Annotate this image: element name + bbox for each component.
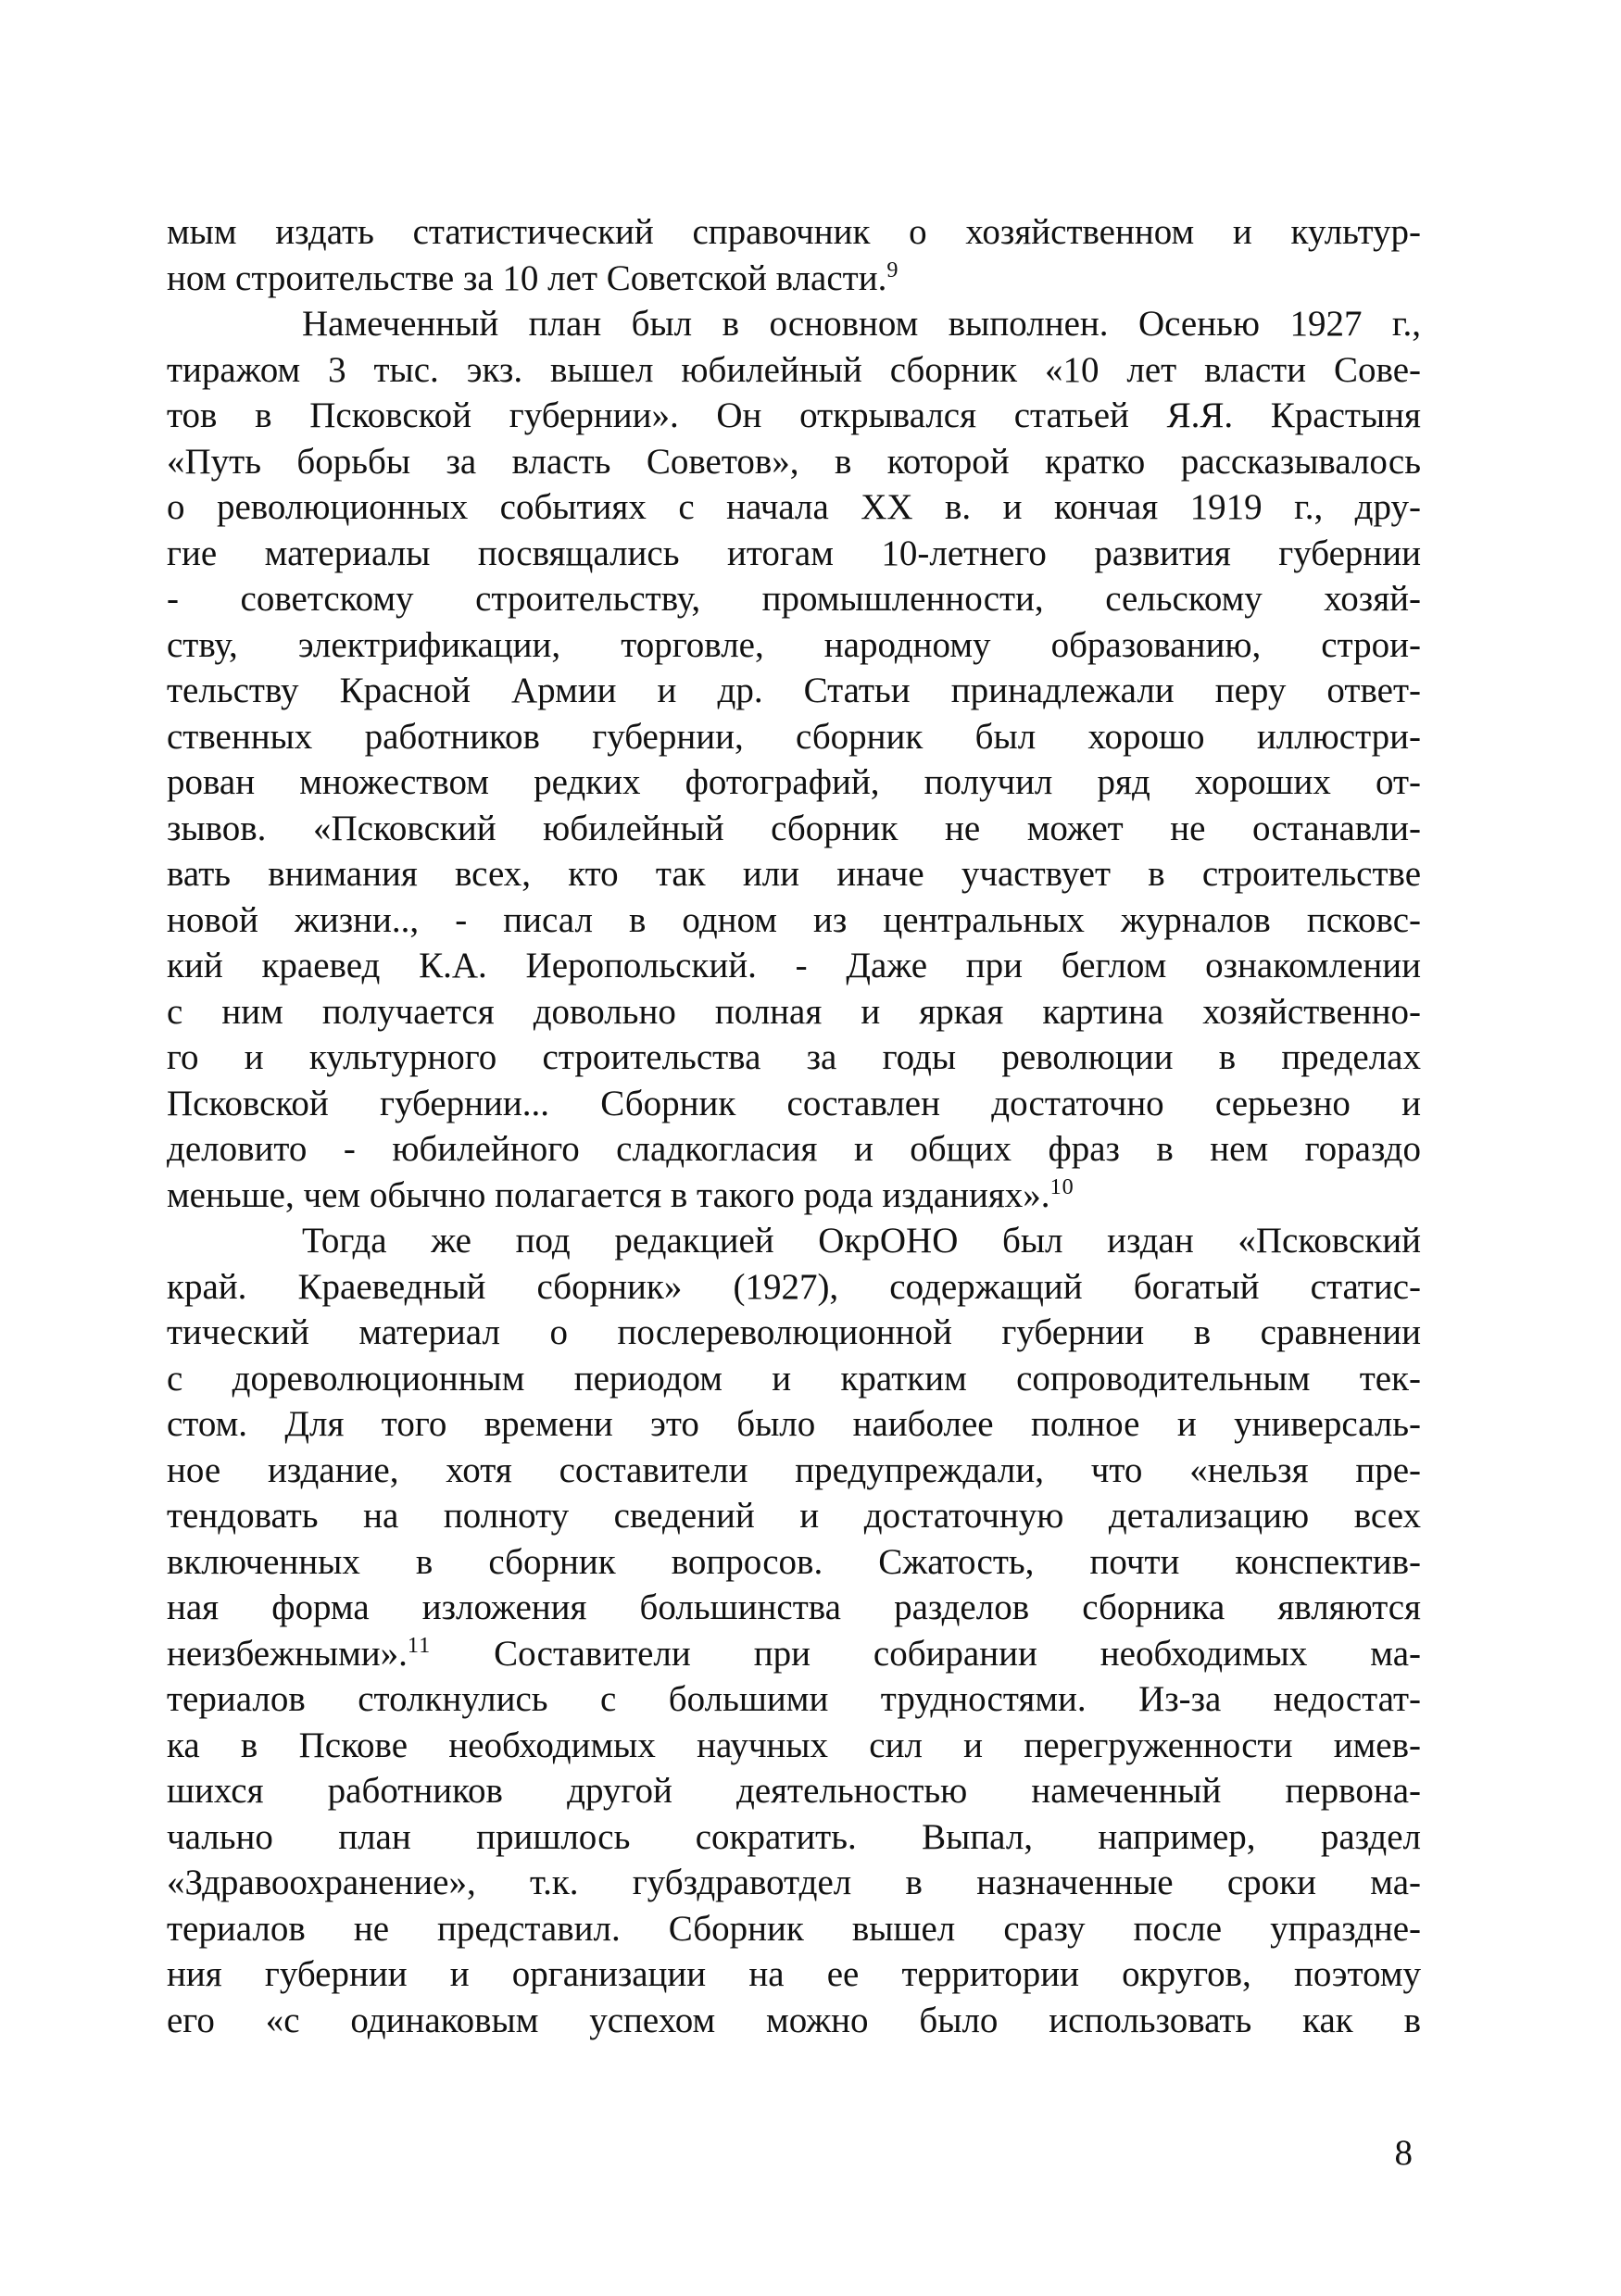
text-line: новой жизни.., - писал в одном из центральных журналов псковс- <box>167 899 1421 940</box>
text-line: го и культурного строительства за годы революции в пределах <box>167 1037 1421 1077</box>
text-line: деловито - юбилейного сладкогласия и общих фраз в нем гораздо <box>167 1129 1421 1169</box>
text-line: стом. Для того времени это было наиболее полное и универсаль- <box>167 1404 1421 1444</box>
text-line: - советскому строительству, промышленности, сельскому хозяй- <box>167 579 1421 619</box>
text-line: Намеченный план был в основном выполнен. Осенью 1927 г., <box>302 304 1421 344</box>
text-line: включенных в сборник вопросов. Сжатость, почти конспектив- <box>167 1541 1421 1582</box>
text-line: ству, электрификации, торговле, народному образованию, строи- <box>167 624 1421 665</box>
text-line: с дореволюционным периодом и кратким сопроводительным тек- <box>167 1358 1421 1399</box>
text-line: ния губернии и организации на ее территории округов, поэтому <box>167 1954 1421 1994</box>
text-line: зывов. «Псковский юбилейный сборник не может не останавли- <box>167 808 1421 848</box>
text-line: тиражом 3 тыс. экз. вышел юбилейный сборник «10 лет власти Сове- <box>167 349 1421 390</box>
text-line: ка в Пскове необходимых научных сил и перегруженности имев- <box>167 1725 1421 1765</box>
text-line: вать внимания всех, кто так или иначе участвует в строительстве <box>167 854 1421 894</box>
text-line: «Здравоохранение», т.к. губздравотдел в назначенные сроки ма- <box>167 1863 1421 1902</box>
text-line: гие материалы посвящались итогам 10-летнего развития губернии <box>167 533 1421 573</box>
text-line: тендовать на полноту сведений и достаточную детализацию всех <box>167 1496 1421 1536</box>
text-line: Псковской губернии... Сборник составлен достаточно серьезно и <box>167 1083 1421 1123</box>
text-line: Тогда же под редакцией ОкрОНО был издан «Псковский <box>302 1221 1421 1261</box>
footnote-reference: 10 <box>1049 1173 1074 1199</box>
text-line: меньше, чем обычно полагается в такого рода изданиях».$^{10}$ <box>167 1173 1074 1215</box>
text-line: край. Краеведный сборник» (1927), содержащий богатый статис- <box>167 1266 1421 1307</box>
text-block <box>167 209 1421 2043</box>
text-line: тельству Красной Армии и др. Статьи принадлежали перу ответ- <box>167 671 1421 710</box>
text-line: шихся работников другой деятельностью намеченный первона- <box>167 1771 1421 1811</box>
footnote-reference: 11 <box>407 1632 432 1658</box>
text-line: ном строительстве за 10 лет Советской власти.$^9$ <box>167 257 899 298</box>
text-line: ная форма изложения большинства разделов сборника являются <box>167 1587 1421 1627</box>
page-number: 8 <box>1394 2133 1413 2173</box>
text-line: о революционных событиях с начала XX в. и кончая 1919 г., дру- <box>167 487 1421 527</box>
text-line: териалов не представил. Сборник вышел сразу после упраздне- <box>167 1908 1421 1949</box>
text-line: его «с одинаковым успехом можно было использовать как в <box>167 2000 1421 2040</box>
text-line: рован множеством редких фотографий, получил ряд хороших от- <box>167 762 1421 802</box>
text-line: териалов столкнулись с большими трудностями. Из-за недостат- <box>167 1679 1421 1719</box>
text-line: тов в Псковской губернии». Он открывался статьей Я.Я. Крастыня <box>167 395 1421 435</box>
text-line: неизбежными».$^{11}$ Составители при собирании необходимых ма- <box>167 1632 1421 1674</box>
text-line: мым издать статистический справочник о хозяйственном и культур- <box>167 212 1421 252</box>
text-line: чально план пришлось сократить. Выпал, например, раздел <box>167 1816 1421 1857</box>
text-line: тический материал о послереволюционной губернии в сравнении <box>167 1312 1421 1352</box>
text-line: ственных работников губернии, сборник был хорошо иллюстри- <box>167 716 1421 757</box>
footnote-reference: 9 <box>886 257 899 282</box>
text-line: кий краевед К.А. Иеропольский. - Даже при беглом ознакомлении <box>167 946 1421 985</box>
text-line: с ним получается довольно полная и яркая картина хозяйственно- <box>167 991 1421 1032</box>
text-line: «Путь борьбы за власть Советов», в которой кратко рассказывалось <box>167 441 1421 482</box>
text-line: ное издание, хотя составители предупреждали, что «нельзя пре- <box>167 1449 1421 1490</box>
